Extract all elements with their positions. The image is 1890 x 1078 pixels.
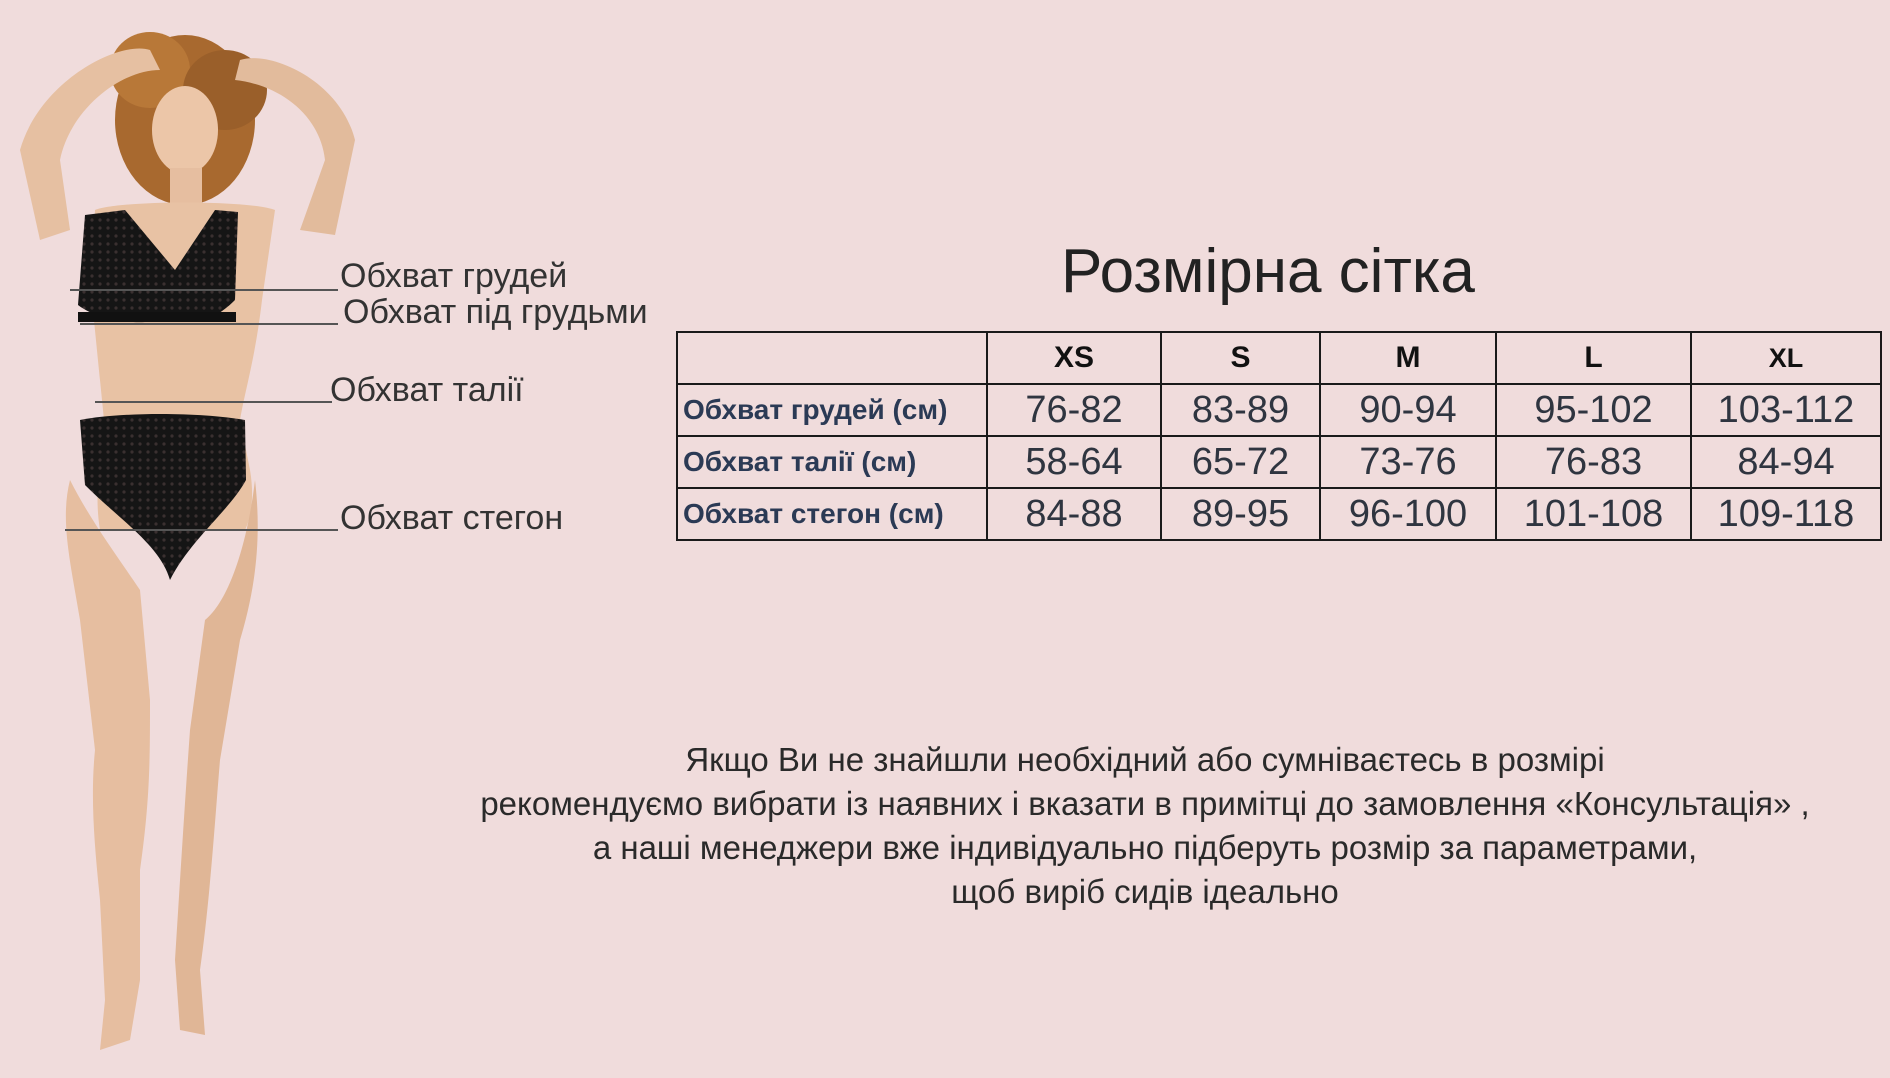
table-cell: 76-83 xyxy=(1496,436,1691,488)
underbust-measure-label: Обхват під грудьми xyxy=(343,293,648,331)
row-label-bust: Обхват грудей (см) xyxy=(677,384,987,436)
table-cell: 96-100 xyxy=(1320,488,1496,540)
table-header-corner xyxy=(677,332,987,384)
table-cell: 83-89 xyxy=(1161,384,1320,436)
table-cell: 109-118 xyxy=(1691,488,1881,540)
model-figure-illustration xyxy=(0,0,400,1078)
table-cell: 89-95 xyxy=(1161,488,1320,540)
table-cell: 58-64 xyxy=(987,436,1161,488)
table-row xyxy=(677,384,1881,436)
table-cell: 103-112 xyxy=(1691,384,1881,436)
bust-measure-label: Обхват грудей xyxy=(340,257,568,295)
consultation-note xyxy=(400,738,1890,914)
table-row xyxy=(677,488,1881,540)
size-header-l: L xyxy=(1496,332,1691,384)
note-line: Якщо Ви не знайшли необхідний або сумніваєтесь в розмірі xyxy=(685,741,1605,778)
note-line: рекомендуємо вибрати із наявних і вказати в примітці до замовлення «Консультація» , xyxy=(480,785,1810,822)
size-header-xl: XL xyxy=(1691,332,1881,384)
table-cell: 95-102 xyxy=(1496,384,1691,436)
size-header-xs: XS xyxy=(987,332,1161,384)
waist-measure-label: Обхват талії xyxy=(330,371,524,409)
table-cell: 84-88 xyxy=(987,488,1161,540)
row-label-waist: Обхват талії (см) xyxy=(677,436,987,488)
table-cell: 90-94 xyxy=(1320,384,1496,436)
table-cell: 101-108 xyxy=(1496,488,1691,540)
size-chart-table xyxy=(676,331,1882,541)
table-cell: 65-72 xyxy=(1161,436,1320,488)
row-label-hips: Обхват стегон (см) xyxy=(677,488,987,540)
table-header-row xyxy=(677,332,1881,384)
size-header-s: S xyxy=(1161,332,1320,384)
note-line: а наші менеджери вже індивідуально підберуть розмір за параметрами, xyxy=(592,829,1698,866)
hips-measure-label: Обхват стегон xyxy=(340,499,564,537)
table-cell: 84-94 xyxy=(1691,436,1881,488)
table-cell: 73-76 xyxy=(1320,436,1496,488)
note-line: щоб виріб сидів ідеально xyxy=(951,873,1339,910)
size-header-m: M xyxy=(1320,332,1496,384)
page-title: Розмірна сітка xyxy=(1061,237,1475,306)
table-cell: 76-82 xyxy=(987,384,1161,436)
table-row xyxy=(677,436,1881,488)
